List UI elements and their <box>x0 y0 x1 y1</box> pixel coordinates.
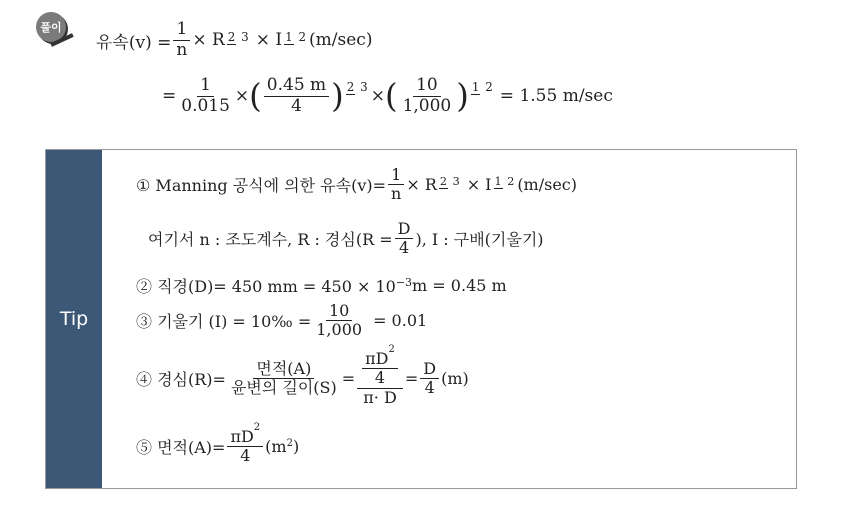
fraction-D-over-4 <box>395 220 414 258</box>
exponent-numerator: 1 <box>285 29 293 44</box>
fraction-denominator: 4 <box>398 238 410 258</box>
left-paren: ( <box>249 76 262 115</box>
exponent-1-2 <box>471 80 494 95</box>
fraction-denominator: 4 <box>240 446 251 466</box>
fraction-denominator: 4 <box>374 368 386 388</box>
compound-fraction <box>357 344 403 407</box>
tip-box <box>45 149 797 489</box>
fraction-denominator: 4 <box>424 378 435 398</box>
tip-item-5 <box>136 422 300 466</box>
unit-close: ) <box>292 437 300 457</box>
tip-item-3-text: ③ 기울기 (I) = 10‰ = <box>136 312 312 332</box>
times-sign: × <box>234 86 250 107</box>
fraction-10-over-1000 <box>400 76 455 116</box>
exponent-denominator: 2 <box>298 29 307 44</box>
term-I: × I <box>466 175 492 195</box>
result-value: = 1.55 m/sec <box>499 86 613 107</box>
tip-item-5-text: ⑤ 면적(A)= <box>136 438 226 458</box>
pi-d: πD <box>230 427 254 446</box>
tip-item-4 <box>136 344 469 407</box>
tip-item-2 <box>136 274 507 297</box>
exponent-denominator: 2 <box>507 174 515 188</box>
fraction-piD2-over-4 <box>362 344 398 388</box>
fraction-numerator: D <box>395 220 414 239</box>
exponent-1-2 <box>284 30 307 45</box>
pi-d: πD <box>365 349 389 368</box>
fraction-denominator: n <box>391 184 402 204</box>
fraction-numerator: 1 <box>197 76 214 97</box>
fraction-numerator: 10 <box>326 302 352 321</box>
unit: (m/sec) <box>517 175 577 195</box>
tip-item-1-text: ① Manning 공식에 의한 유속(v)= <box>136 176 387 196</box>
fraction-denominator: 4 <box>291 95 302 116</box>
fraction-D-over-4 <box>420 360 439 398</box>
unit: (m) <box>441 369 469 389</box>
exponent-numerator: 2 <box>227 29 236 44</box>
exponent-2: 2 <box>388 344 395 355</box>
fraction-numerator <box>227 422 263 447</box>
tip-item-4-text: ④ 경심(R)= <box>136 370 226 390</box>
fraction-numerator: 면적(A) <box>253 360 314 379</box>
solution-line-2 <box>162 76 613 116</box>
fraction-1-over-n <box>173 20 190 60</box>
exponent-denominator: 3 <box>452 174 460 188</box>
exponent-2-3 <box>346 80 369 95</box>
fraction-denominator: 1,000 <box>316 320 363 340</box>
fraction-denominator: n <box>176 39 188 60</box>
fraction-1-over-0015 <box>178 76 233 116</box>
fraction-numerator: 1 <box>388 166 404 185</box>
compound-denominator: π· D <box>363 387 397 407</box>
tip-item-3 <box>136 302 427 340</box>
equals-sign: = <box>404 369 419 389</box>
exponent-2-3 <box>439 175 461 189</box>
tip-item-1-note <box>148 220 544 258</box>
tip-item-2-tail: m = 0.45 m <box>412 276 507 295</box>
fraction-piD2-over-4 <box>227 422 263 466</box>
velocity-label: 유속(v) = <box>96 32 172 53</box>
right-paren: ) <box>331 76 344 115</box>
unit-exponent: 2 <box>286 438 293 450</box>
tip-item-2-text: ② 직경(D)= 450 mm = 450 × 10 <box>136 277 396 296</box>
fraction-numerator: 1 <box>173 20 190 41</box>
tip-item-1-note-text: 여기서 n : 조도계수, R : 경심(R = <box>148 230 393 250</box>
fraction-045-over-4 <box>264 76 329 116</box>
fraction-numerator: 0.45 m <box>264 76 329 97</box>
exponent-denominator: 3 <box>241 29 249 44</box>
equals-sign: = <box>341 369 356 389</box>
fraction-10-over-1000 <box>313 302 365 340</box>
fraction-denominator: 윤변의 길이(S) <box>230 378 337 398</box>
left-paren: ( <box>384 76 398 115</box>
fraction-numerator: 10 <box>413 76 441 97</box>
exponent-denominator: 3 <box>360 79 368 94</box>
fraction-numerator: D <box>420 360 439 379</box>
fraction-denominator: 1,000 <box>402 95 452 116</box>
exponent-numerator: 1 <box>494 174 502 188</box>
exponent-1-2 <box>494 175 516 189</box>
fraction-denominator: 0.015 <box>181 95 230 116</box>
fraction-area-over-perimeter <box>228 360 340 398</box>
times-sign: × <box>370 86 385 107</box>
equals-sign: = <box>162 86 177 107</box>
exponent-numerator: 2 <box>346 79 355 94</box>
fraction-numerator <box>362 344 398 369</box>
unit: (m/sec) <box>309 30 373 51</box>
fraction-1-over-n <box>388 166 404 204</box>
solution-line-1 <box>96 20 372 60</box>
right-paren: ) <box>456 76 469 115</box>
tip-item-1 <box>136 166 577 204</box>
term-R: × R <box>406 175 437 195</box>
compound-numerator <box>357 344 403 389</box>
exponent-denominator: 2 <box>485 79 493 94</box>
exponent-2-3 <box>227 30 250 45</box>
tip-item-1-note-tail: ), I : 구배(기울기) <box>415 230 544 250</box>
unit: (m <box>265 437 287 457</box>
tip-label: Tip <box>59 308 89 330</box>
exponent-numerator: 1 <box>471 79 480 94</box>
term-I: × I <box>255 30 283 51</box>
exponent-minus-3: −3 <box>395 276 413 289</box>
exponent-numerator: 2 <box>439 174 447 188</box>
tip-item-3-tail: = 0.01 <box>373 311 428 331</box>
term-R: × R <box>192 30 225 51</box>
solution-badge-label: 풀이 <box>40 21 62 34</box>
exponent-2: 2 <box>253 422 261 433</box>
